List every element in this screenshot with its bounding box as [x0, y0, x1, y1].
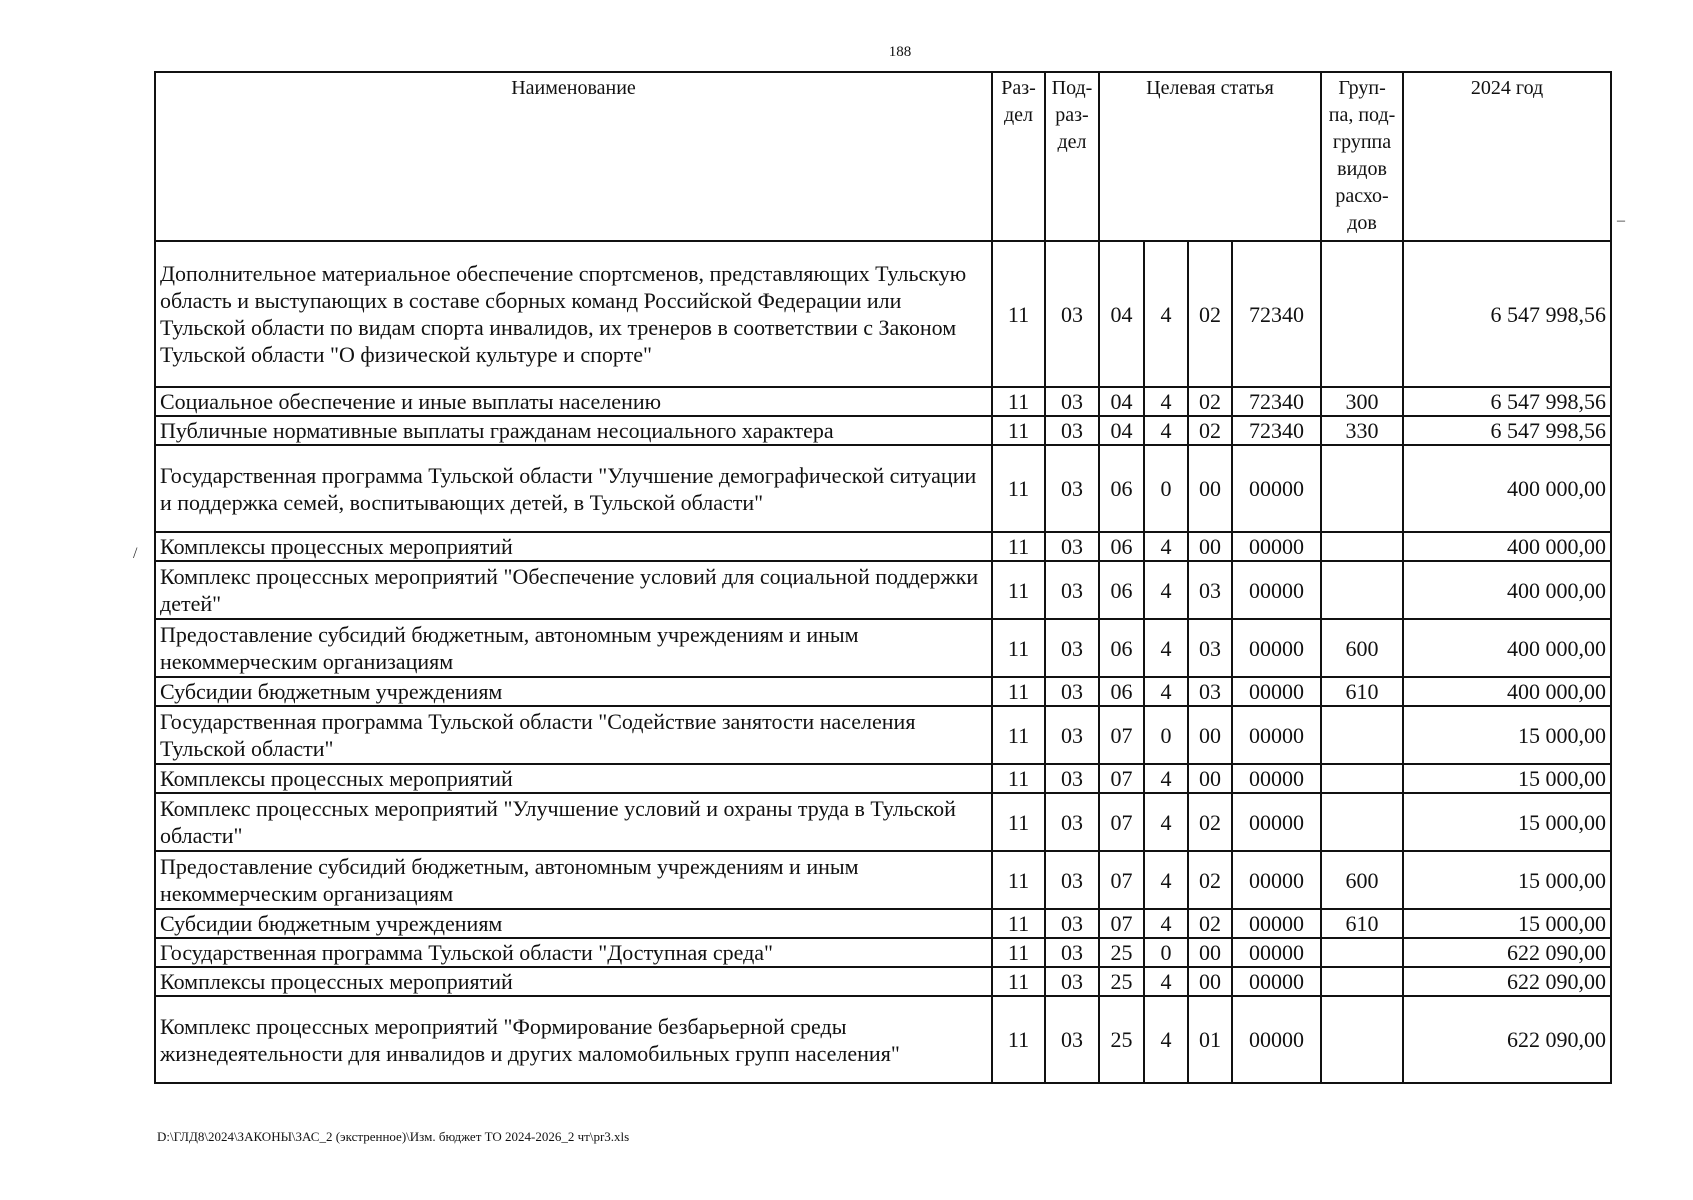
- row-expense-group: [1321, 996, 1403, 1083]
- table-row: [155, 619, 1611, 677]
- row-target-subprogram: 02: [1188, 851, 1232, 909]
- table-row: [155, 241, 1611, 387]
- row-target-type: 4: [1144, 561, 1188, 619]
- row-target-direction: 72340: [1232, 387, 1321, 416]
- row-target-direction: 00000: [1232, 967, 1321, 996]
- row-name: Социальное обеспечение и иные выплаты населению: [155, 387, 992, 416]
- table-row: [155, 764, 1611, 793]
- row-expense-group: [1321, 764, 1403, 793]
- table-row: [155, 532, 1611, 561]
- row-subsection: 03: [1045, 764, 1099, 793]
- row-section: 11: [992, 445, 1045, 532]
- row-subsection: 03: [1045, 938, 1099, 967]
- row-expense-group: [1321, 532, 1403, 561]
- row-amount: 622 090,00: [1403, 938, 1611, 967]
- header-target-article: Целевая статья: [1099, 72, 1321, 241]
- row-target-subprogram: 02: [1188, 909, 1232, 938]
- table-row: [155, 996, 1611, 1083]
- row-name: Субсидии бюджетным учреждениям: [155, 677, 992, 706]
- row-amount: 6 547 998,56: [1403, 416, 1611, 445]
- row-subsection: 03: [1045, 706, 1099, 764]
- row-subsection: 03: [1045, 241, 1099, 387]
- row-target-direction: 00000: [1232, 445, 1321, 532]
- row-section: 11: [992, 241, 1045, 387]
- row-target-type: 0: [1144, 706, 1188, 764]
- row-name: Комплексы процессных мероприятий: [155, 764, 992, 793]
- row-expense-group: 610: [1321, 909, 1403, 938]
- row-target-program: 06: [1099, 561, 1144, 619]
- row-section: 11: [992, 561, 1045, 619]
- row-amount: 622 090,00: [1403, 996, 1611, 1083]
- row-target-subprogram: 02: [1188, 793, 1232, 851]
- row-name: Комплекс процессных мероприятий "Формирование безбарьерной среды жизнедеятельности для инвалидов и других маломобильных групп населения": [155, 996, 992, 1083]
- row-amount: 400 000,00: [1403, 677, 1611, 706]
- row-target-subprogram: 03: [1188, 677, 1232, 706]
- row-section: 11: [992, 532, 1045, 561]
- row-subsection: 03: [1045, 532, 1099, 561]
- row-expense-group: [1321, 241, 1403, 387]
- row-amount: 400 000,00: [1403, 445, 1611, 532]
- row-section: 11: [992, 793, 1045, 851]
- row-target-type: 4: [1144, 619, 1188, 677]
- margin-tick-mark: ‒: [1617, 212, 1625, 229]
- row-target-program: 04: [1099, 416, 1144, 445]
- table-row: [155, 793, 1611, 851]
- row-target-type: 4: [1144, 996, 1188, 1083]
- row-name: Комплексы процессных мероприятий: [155, 967, 992, 996]
- row-target-program: 06: [1099, 532, 1144, 561]
- row-name: Комплекс процессных мероприятий "Улучшение условий и охраны труда в Тульской области": [155, 793, 992, 851]
- row-subsection: 03: [1045, 996, 1099, 1083]
- row-target-subprogram: 02: [1188, 241, 1232, 387]
- header-year: 2024 год: [1403, 72, 1611, 241]
- table-row: [155, 387, 1611, 416]
- row-target-type: 4: [1144, 416, 1188, 445]
- row-amount: 6 547 998,56: [1403, 387, 1611, 416]
- row-expense-group: 610: [1321, 677, 1403, 706]
- row-subsection: 03: [1045, 677, 1099, 706]
- row-target-type: 0: [1144, 445, 1188, 532]
- row-target-subprogram: 03: [1188, 619, 1232, 677]
- row-target-direction: 00000: [1232, 764, 1321, 793]
- row-expense-group: [1321, 793, 1403, 851]
- row-name: Государственная программа Тульской области "Содействие занятости населения Тульской области": [155, 706, 992, 764]
- row-target-program: 25: [1099, 967, 1144, 996]
- row-target-direction: 00000: [1232, 561, 1321, 619]
- row-target-direction: 00000: [1232, 938, 1321, 967]
- table-row: [155, 851, 1611, 909]
- row-target-direction: 00000: [1232, 706, 1321, 764]
- row-amount: 400 000,00: [1403, 619, 1611, 677]
- table-row: [155, 677, 1611, 706]
- row-target-subprogram: 00: [1188, 445, 1232, 532]
- row-name: Субсидии бюджетным учреждениям: [155, 909, 992, 938]
- row-section: 11: [992, 996, 1045, 1083]
- row-target-direction: 00000: [1232, 532, 1321, 561]
- row-subsection: 03: [1045, 387, 1099, 416]
- row-section: 11: [992, 387, 1045, 416]
- table-row: [155, 938, 1611, 967]
- row-target-program: 06: [1099, 677, 1144, 706]
- budget-table: [154, 71, 1612, 1084]
- row-subsection: 03: [1045, 561, 1099, 619]
- row-subsection: 03: [1045, 851, 1099, 909]
- row-expense-group: [1321, 445, 1403, 532]
- row-amount: 15 000,00: [1403, 851, 1611, 909]
- row-target-type: 4: [1144, 677, 1188, 706]
- row-target-direction: 00000: [1232, 851, 1321, 909]
- row-name: Комплексы процессных мероприятий: [155, 532, 992, 561]
- row-target-type: 0: [1144, 938, 1188, 967]
- row-amount: 622 090,00: [1403, 967, 1611, 996]
- row-expense-group: 600: [1321, 851, 1403, 909]
- header-expense-group: Груп- па, под- группа видов расхо- дов: [1321, 72, 1403, 241]
- footer-file-path: D:\ГЛД8\2024\ЗАКОНЫ\ЗАС_2 (экстренное)\Изм. бюджет ТО 2024-2026_2 чт\pr3.xls: [157, 1129, 630, 1144]
- row-target-program: 25: [1099, 938, 1144, 967]
- row-target-type: 4: [1144, 387, 1188, 416]
- row-target-direction: 00000: [1232, 909, 1321, 938]
- row-expense-group: [1321, 561, 1403, 619]
- row-target-type: 4: [1144, 241, 1188, 387]
- header-subsection: Под- раз- дел: [1045, 72, 1099, 241]
- row-subsection: 03: [1045, 909, 1099, 938]
- row-expense-group: 300: [1321, 387, 1403, 416]
- row-subsection: 03: [1045, 445, 1099, 532]
- row-expense-group: 330: [1321, 416, 1403, 445]
- row-target-direction: 72340: [1232, 416, 1321, 445]
- row-amount: 15 000,00: [1403, 909, 1611, 938]
- table-body: [155, 241, 1611, 1083]
- row-section: 11: [992, 764, 1045, 793]
- row-target-direction: 00000: [1232, 996, 1321, 1083]
- table-row: [155, 706, 1611, 764]
- margin-check-mark: /: [133, 545, 138, 562]
- table-row: [155, 445, 1611, 532]
- table-row: [155, 561, 1611, 619]
- row-target-subprogram: 00: [1188, 938, 1232, 967]
- row-target-type: 4: [1144, 764, 1188, 793]
- row-target-type: 4: [1144, 967, 1188, 996]
- row-expense-group: [1321, 938, 1403, 967]
- header-section: Раз- дел: [992, 72, 1045, 241]
- row-target-subprogram: 00: [1188, 764, 1232, 793]
- table-row: [155, 967, 1611, 996]
- row-target-program: 04: [1099, 241, 1144, 387]
- row-subsection: 03: [1045, 619, 1099, 677]
- row-target-direction: 00000: [1232, 677, 1321, 706]
- row-section: 11: [992, 967, 1045, 996]
- table-row: [155, 909, 1611, 938]
- row-expense-group: [1321, 967, 1403, 996]
- row-target-type: 4: [1144, 532, 1188, 561]
- row-target-subprogram: 00: [1188, 706, 1232, 764]
- row-amount: 6 547 998,56: [1403, 241, 1611, 387]
- row-target-program: 07: [1099, 706, 1144, 764]
- row-amount: 15 000,00: [1403, 764, 1611, 793]
- row-target-type: 4: [1144, 793, 1188, 851]
- row-section: 11: [992, 938, 1045, 967]
- row-target-program: 07: [1099, 793, 1144, 851]
- row-subsection: 03: [1045, 967, 1099, 996]
- row-section: 11: [992, 706, 1045, 764]
- row-target-type: 4: [1144, 851, 1188, 909]
- row-name: Публичные нормативные выплаты гражданам несоциального характера: [155, 416, 992, 445]
- row-subsection: 03: [1045, 416, 1099, 445]
- row-target-program: 07: [1099, 851, 1144, 909]
- row-target-subprogram: 00: [1188, 967, 1232, 996]
- header-row: [155, 72, 1611, 241]
- row-amount: 15 000,00: [1403, 793, 1611, 851]
- row-section: 11: [992, 416, 1045, 445]
- row-name: Государственная программа Тульской области "Доступная среда": [155, 938, 992, 967]
- row-target-subprogram: 02: [1188, 416, 1232, 445]
- row-subsection: 03: [1045, 793, 1099, 851]
- row-target-program: 07: [1099, 764, 1144, 793]
- row-expense-group: [1321, 706, 1403, 764]
- row-name: Государственная программа Тульской области "Улучшение демографической ситуации и поддержка семей, воспитывающих детей, в Тульской области": [155, 445, 992, 532]
- header-name: Наименование: [155, 72, 992, 241]
- row-name: Предоставление субсидий бюджетным, автономным учреждениям и иным некоммерческим организациям: [155, 619, 992, 677]
- row-name: Комплекс процессных мероприятий "Обеспечение условий для социальной поддержки детей": [155, 561, 992, 619]
- row-amount: 400 000,00: [1403, 561, 1611, 619]
- row-section: 11: [992, 619, 1045, 677]
- row-target-subprogram: 02: [1188, 387, 1232, 416]
- page-number: 188: [888, 44, 912, 60]
- row-target-program: 25: [1099, 996, 1144, 1083]
- row-target-direction: 72340: [1232, 241, 1321, 387]
- row-target-direction: 00000: [1232, 619, 1321, 677]
- row-expense-group: 600: [1321, 619, 1403, 677]
- row-name: Дополнительное материальное обеспечение спортсменов, представляющих Тульскую область и выступающих в составе сборных команд Российской Федерации или Тульской области по видам спорта инвалидов, их тренеров в соответствии с Законом Тульской области "О физической культуре и спорте": [155, 241, 992, 387]
- row-amount: 15 000,00: [1403, 706, 1611, 764]
- row-amount: 400 000,00: [1403, 532, 1611, 561]
- row-target-program: 07: [1099, 909, 1144, 938]
- row-name: Предоставление субсидий бюджетным, автономным учреждениям и иным некоммерческим организациям: [155, 851, 992, 909]
- table-row: [155, 416, 1611, 445]
- row-target-program: 06: [1099, 445, 1144, 532]
- row-target-type: 4: [1144, 909, 1188, 938]
- row-target-subprogram: 00: [1188, 532, 1232, 561]
- row-section: 11: [992, 909, 1045, 938]
- row-target-subprogram: 03: [1188, 561, 1232, 619]
- row-target-direction: 00000: [1232, 793, 1321, 851]
- row-target-program: 04: [1099, 387, 1144, 416]
- row-section: 11: [992, 677, 1045, 706]
- row-target-subprogram: 01: [1188, 996, 1232, 1083]
- row-section: 11: [992, 851, 1045, 909]
- row-target-program: 06: [1099, 619, 1144, 677]
